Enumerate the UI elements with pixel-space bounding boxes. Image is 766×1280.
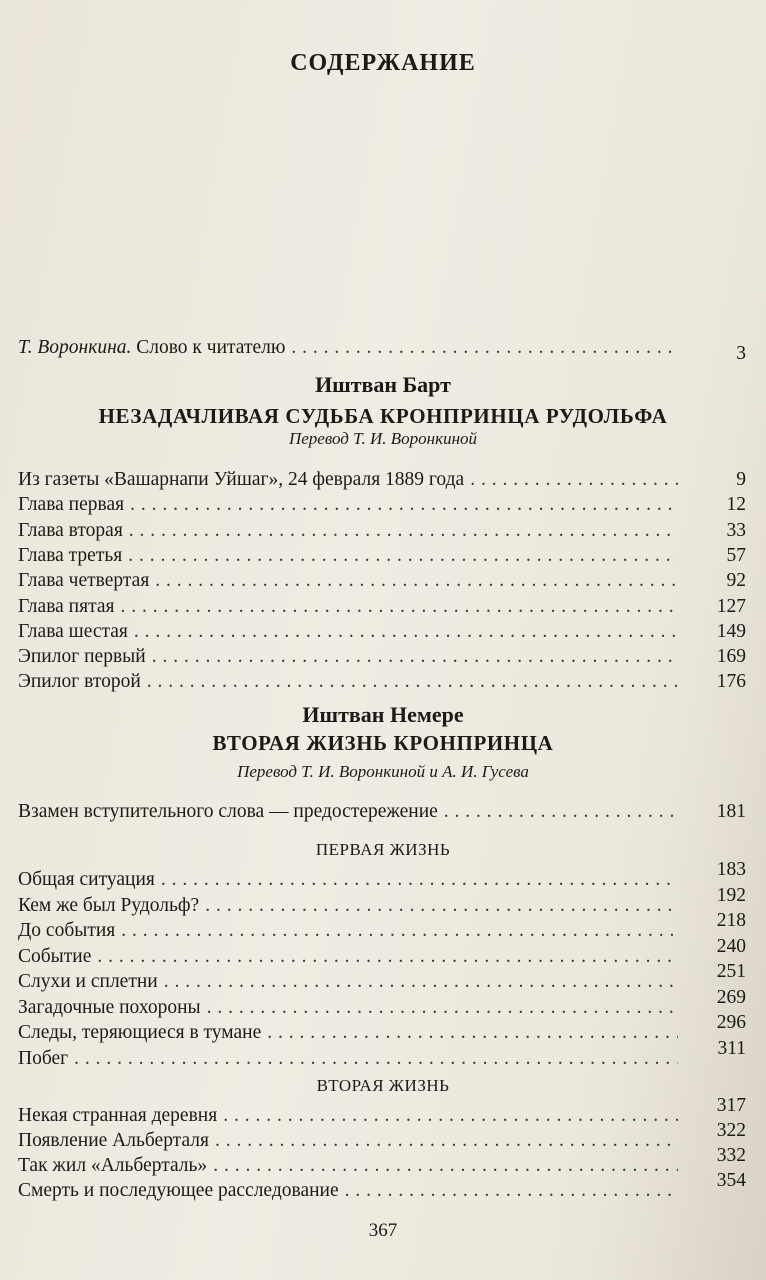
- toc-entry-page: 57: [726, 544, 746, 566]
- dot-leader: [215, 1129, 678, 1153]
- toc-entry-label: Некая странная деревня: [18, 1105, 218, 1126]
- toc-entry-label: Событие: [18, 945, 92, 967]
- dot-leader: [213, 1154, 678, 1178]
- toc-entry[interactable]: [18, 595, 746, 619]
- dot-leader: [267, 1021, 678, 1045]
- dot-leader: [128, 544, 678, 568]
- toc-entry-label: Глава третья: [18, 544, 123, 566]
- toc-entry-page: 149: [716, 620, 746, 642]
- toc-entry-label: Глава пятая: [18, 595, 115, 617]
- toc-entry[interactable]: [18, 1037, 746, 1071]
- toc-entry-page: 311: [717, 1037, 746, 1059]
- section-heading-first-life: ПЕРВАЯ ЖИЗНЬ: [315, 840, 451, 859]
- toc-entry-page: 269: [716, 986, 746, 1008]
- toc-entry[interactable]: [18, 859, 746, 892]
- toc-entry[interactable]: [18, 1145, 746, 1178]
- toc-entry[interactable]: [18, 493, 746, 517]
- toc-entry[interactable]: [18, 569, 746, 593]
- dot-leader: [97, 945, 678, 969]
- toc-entry-page: 3: [736, 343, 746, 364]
- toc-entry-label: Побег: [18, 1047, 69, 1069]
- toc-entry[interactable]: [18, 884, 746, 918]
- toc-entry-label: Глава четвертая: [18, 570, 150, 592]
- toc-entry[interactable]: [18, 670, 746, 694]
- dot-leader: [444, 800, 678, 824]
- dot-leader: [121, 919, 678, 943]
- toc-entry[interactable]: [18, 910, 746, 943]
- toc-entry-page: 127: [716, 595, 746, 617]
- toc-entry-label: Загадочные похороны: [18, 996, 201, 1018]
- toc-entry[interactable]: [18, 1120, 746, 1153]
- foreword-title: Слово к читателю: [136, 337, 286, 358]
- toc-entry-label: Из газеты «Вашарнапи Уйшаг», 24 февраля 1889 года: [18, 469, 465, 490]
- toc-entry-page: 181: [716, 801, 746, 822]
- dot-leader: [120, 595, 678, 619]
- toc-entry-page: 183: [716, 859, 746, 880]
- part1-translator: Перевод Т. И. Воронкиной: [288, 429, 477, 448]
- dot-leader: [223, 1104, 678, 1128]
- toc-entry-label: [18, 336, 285, 360]
- toc-entry-label: Взамен вступительного слова — предостережение: [18, 801, 438, 822]
- toc-entry[interactable]: [18, 544, 746, 568]
- toc-entry[interactable]: [18, 468, 746, 492]
- toc-entry-page: 92: [726, 570, 746, 592]
- dot-leader: [291, 336, 678, 360]
- toc-entry-page: 240: [716, 935, 746, 957]
- toc-entry-page: 332: [716, 1145, 746, 1166]
- dot-leader: [155, 569, 678, 593]
- dot-leader: [207, 996, 678, 1020]
- part2-author: Иштван Немере: [302, 702, 464, 727]
- toc-entry-label: Глава вторая: [18, 519, 123, 541]
- part2-translator: Перевод Т. И. Воронкиной и А. И. Гусева: [237, 762, 529, 781]
- foreword-author: Т. Воронкина.: [18, 337, 132, 358]
- toc-entry-page: 322: [716, 1120, 746, 1141]
- toc-entry-page: 33: [726, 519, 746, 541]
- toc-entry-label: Появление Альберталя: [18, 1130, 209, 1151]
- toc-entry[interactable]: [18, 645, 746, 669]
- toc-entry-label: Следы, теряющиеся в тумане: [18, 1022, 262, 1043]
- dot-leader: [205, 894, 678, 918]
- part2-book-title: ВТОРАЯ ЖИЗНЬ КРОНПРИНЦА: [212, 731, 554, 755]
- toc-entry[interactable]: [18, 620, 746, 644]
- toc-entry-page: 251: [716, 961, 746, 982]
- dot-leader: [74, 1047, 678, 1071]
- toc-entry-intro[interactable]: [18, 800, 746, 824]
- toc-entry-page: 9: [736, 469, 746, 490]
- toc-entry-page: 176: [716, 671, 746, 693]
- toc-entry-page: 218: [716, 910, 746, 931]
- toc-entry-foreword[interactable]: [18, 336, 746, 364]
- part1-author: Иштван Барт: [315, 372, 451, 397]
- dot-leader: [470, 468, 678, 492]
- toc-entry-label: Эпилог второй: [18, 671, 141, 693]
- dot-leader: [147, 670, 678, 694]
- section-heading-second-life: ВТОРАЯ ЖИЗНЬ: [316, 1076, 450, 1095]
- toc-entry[interactable]: [18, 519, 746, 543]
- toc-entry-page: 192: [716, 884, 746, 906]
- toc-entry-label: Глава шестая: [18, 620, 128, 642]
- toc-entry-label: Глава первая: [18, 494, 125, 516]
- toc-entry-page: 169: [716, 646, 746, 668]
- toc-entry-label: До события: [18, 920, 116, 941]
- toc-entry[interactable]: [18, 1012, 746, 1045]
- page-title: СОДЕРЖАНИЕ: [290, 50, 476, 76]
- toc-entry-label: Эпилог первый: [18, 646, 146, 668]
- dot-leader: [161, 868, 678, 892]
- toc-entry-label: Кем же был Рудольф?: [18, 894, 200, 916]
- dot-leader: [130, 493, 678, 517]
- toc-entry[interactable]: [18, 1170, 746, 1203]
- toc-entry[interactable]: [18, 961, 746, 994]
- toc-entry-page: 317: [716, 1095, 746, 1116]
- dot-leader: [152, 645, 678, 669]
- toc-entry[interactable]: [18, 986, 746, 1020]
- toc-entry-page: 296: [716, 1012, 746, 1033]
- toc-entry-page: 354: [716, 1170, 746, 1191]
- dot-leader: [164, 970, 678, 994]
- dot-leader: [134, 620, 678, 644]
- page-number: 367: [368, 1220, 398, 1241]
- toc-entry[interactable]: [18, 1095, 746, 1128]
- dot-leader: [345, 1179, 678, 1203]
- part1-book-title: НЕЗАДАЧЛИВАЯ СУДЬБА КРОНПРИНЦА РУДОЛЬФА: [98, 404, 668, 428]
- dot-leader: [129, 519, 678, 543]
- toc-entry-label: Слухи и сплетни: [18, 971, 158, 992]
- toc-entry-label: Общая ситуация: [18, 869, 155, 890]
- toc-entry[interactable]: [18, 935, 746, 969]
- toc-entry-label: Так жил «Альберталь»: [18, 1155, 208, 1176]
- toc-entry-page: 12: [726, 494, 746, 516]
- toc-entry-label: Смерть и последующее расследование: [18, 1180, 339, 1201]
